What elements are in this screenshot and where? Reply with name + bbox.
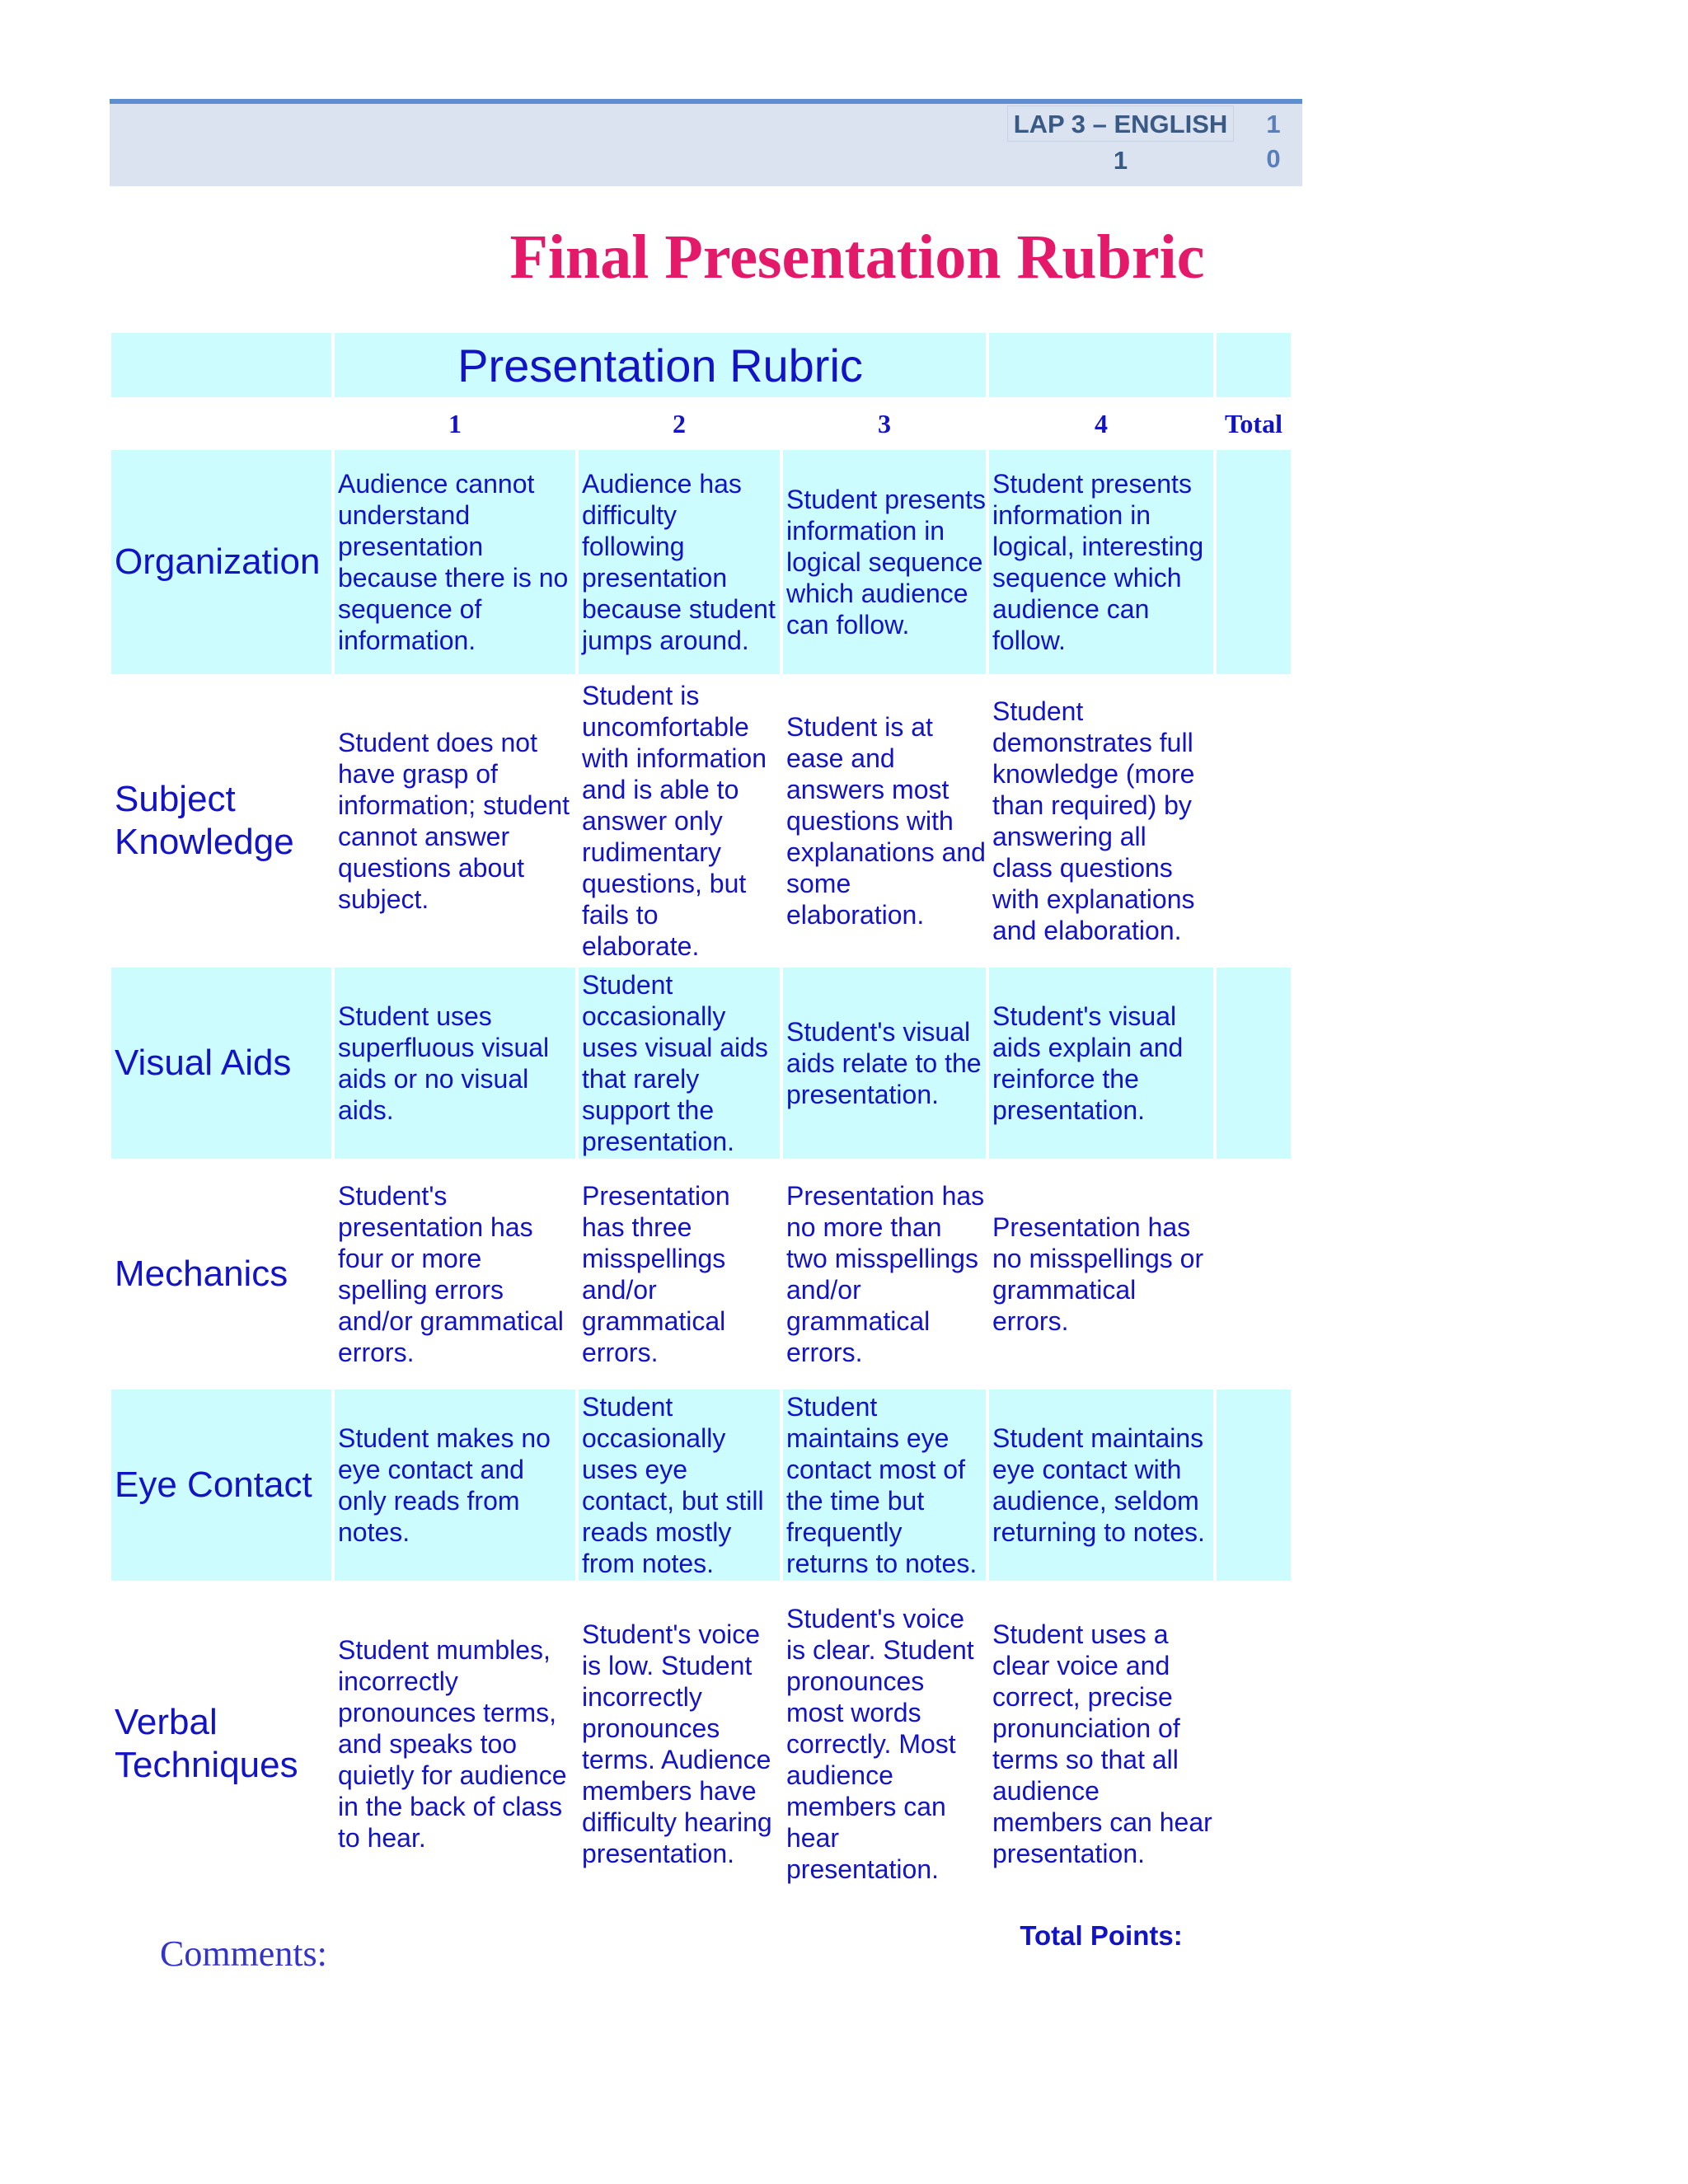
total-points-value xyxy=(1217,1907,1291,1965)
criterion-score-2: Student occasionally uses eye contact, but still reads mostly from notes. xyxy=(579,1390,780,1581)
criterion-total-cell xyxy=(1217,968,1291,1159)
criterion-score-2: Audience has difficulty following presentation because student jumps around. xyxy=(579,450,780,674)
criterion-row-verbal-techniques xyxy=(111,1581,1291,1907)
score-header-4: 4 xyxy=(1095,408,1108,438)
criterion-total-cell xyxy=(1217,1390,1291,1581)
heading-empty-cell xyxy=(1217,333,1291,397)
heading-empty-cell xyxy=(111,333,331,397)
criterion-total-cell xyxy=(1217,1581,1291,1907)
criterion-name: Organization xyxy=(111,450,331,674)
criterion-total-cell xyxy=(1217,674,1291,968)
criterion-name: Verbal Techniques xyxy=(115,1702,298,1785)
total-header: Total xyxy=(1225,408,1282,438)
criterion-row-eye-contact xyxy=(111,1390,1291,1581)
criterion-score-1: Audience cannot understand presentation because there is no sequence of information. xyxy=(335,450,575,674)
criterion-score-2: Presentation has three misspellings and/or grammatical errors. xyxy=(582,1181,730,1367)
rubric-table xyxy=(108,333,1294,1965)
header-lap-label: LAP 3 – ENGLISH 1 xyxy=(1007,105,1234,142)
heading-empty-cell xyxy=(989,333,1213,397)
score-header-row xyxy=(111,397,1291,450)
criterion-score-4: Presentation has no misspellings or grammatical errors. xyxy=(992,1212,1204,1336)
criterion-score-3: Student presents information in logical sequence which audience can follow. xyxy=(783,450,986,674)
criterion-row-subject-knowledge xyxy=(111,674,1291,968)
criterion-name: Subject Knowledge xyxy=(115,779,294,862)
criterion-score-1: Student does not have grasp of information; student cannot answer questions about subject. xyxy=(338,728,570,914)
comments-label: Comments: xyxy=(160,1933,327,1974)
page-number: 10 xyxy=(1266,110,1281,173)
criterion-total-cell xyxy=(1217,450,1291,674)
criterion-score-4: Student demonstrates full knowledge (more than required) by answering all class questions with explanations and elaboration. xyxy=(992,696,1195,945)
criterion-score-3: Student's voice is clear. Student pronounces most words correctly. Most audience members can hear presentation. xyxy=(786,1604,974,1884)
score-header-1: 1 xyxy=(448,408,462,438)
criterion-score-3: Student maintains eye contact most of the time but frequently returns to notes. xyxy=(783,1390,986,1581)
criterion-score-1: Student's presentation has four or more spelling errors and/or grammatical errors. xyxy=(338,1181,564,1367)
score-header-3: 3 xyxy=(878,408,891,438)
criterion-score-3: Student's visual aids relate to the presentation. xyxy=(783,968,986,1159)
criterion-score-4: Student presents information in logical, interesting sequence which audience can follow. xyxy=(989,450,1213,674)
criterion-score-1: Student mumbles, incorrectly pronounces terms, and speaks too quietly for audience in the back of class to hear. xyxy=(338,1635,567,1853)
criterion-score-1: Student uses superfluous visual aids or no visual aids. xyxy=(335,968,575,1159)
criterion-row-visual-aids xyxy=(111,968,1291,1159)
rubric-heading-row xyxy=(111,333,1291,397)
criterion-score-4: Student's visual aids explain and reinforce the presentation. xyxy=(989,968,1213,1159)
document-title: Final Presentation Rubric xyxy=(509,223,1205,292)
criterion-name: Mechanics xyxy=(115,1254,288,1294)
criterion-score-3: Presentation has no more than two misspellings and/or grammatical errors. xyxy=(786,1181,985,1367)
criterion-name: Visual Aids xyxy=(111,968,331,1159)
criterion-score-4: Student maintains eye contact with audience, seldom returning to notes. xyxy=(989,1390,1213,1581)
criterion-row-organization xyxy=(111,450,1291,674)
criterion-score-2: Student's voice is low. Student incorrectly pronounces terms. Audience members have difficulty hearing presentation. xyxy=(582,1619,772,1868)
criterion-score-2: Student occasionally uses visual aids that rarely support the presentation. xyxy=(579,968,780,1159)
criterion-name: Eye Contact xyxy=(111,1390,331,1581)
rubric-heading: Presentation Rubric xyxy=(335,333,986,397)
criterion-score-4: Student uses a clear voice and correct, precise pronunciation of terms so that all audience members can hear presentation. xyxy=(992,1619,1212,1868)
total-points-label: Total Points: xyxy=(1020,1920,1183,1951)
criterion-score-1: Student makes no eye contact and only reads from notes. xyxy=(335,1390,575,1581)
criterion-row-mechanics xyxy=(111,1159,1291,1390)
score-header-empty xyxy=(111,397,331,450)
criterion-total-cell xyxy=(1217,1159,1291,1390)
criterion-score-3: Student is at ease and answers most questions with explanations and some elaboration. xyxy=(786,712,986,930)
criterion-score-2: Student is uncomfortable with information and is able to answer only rudimentary questions, but fails to elaborate. xyxy=(582,681,767,961)
score-header-2: 2 xyxy=(673,408,686,438)
